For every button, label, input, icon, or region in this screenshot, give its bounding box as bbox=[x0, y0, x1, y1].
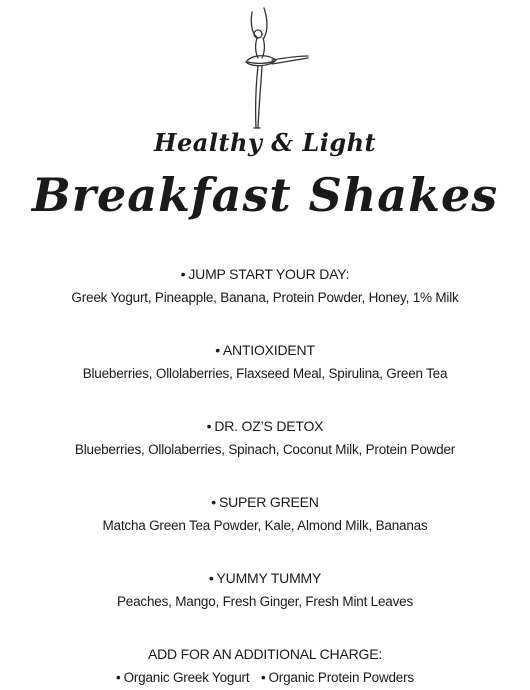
shake-name bbox=[0, 570, 530, 594]
extra-item-text: Organic Protein Powders bbox=[268, 670, 414, 685]
shake-name bbox=[0, 266, 530, 290]
shake-name-text: SUPER GREEN bbox=[218, 494, 319, 510]
shake-item bbox=[0, 494, 530, 570]
shake-name-text: YUMMY TUMMY bbox=[216, 570, 322, 586]
bullet-icon: • bbox=[180, 266, 186, 282]
extra-item-text: Organic Greek Yogurt bbox=[123, 670, 250, 685]
shake-name bbox=[0, 494, 530, 518]
extras-list bbox=[0, 670, 530, 686]
bullet-icon: • bbox=[215, 342, 220, 358]
shake-ingredients: Greek Yogurt, Pineapple, Banana, Protein Powder, Honey, 1% Milk bbox=[71, 290, 459, 305]
extras-section bbox=[0, 646, 530, 686]
shake-item bbox=[0, 570, 530, 646]
shake-ingredients: Blueberries, Ollolaberries, Spinach, Coconut Milk, Protein Powder bbox=[74, 442, 456, 457]
shake-item bbox=[0, 342, 530, 418]
shake-name-text: JUMP START YOUR DAY: bbox=[188, 266, 350, 282]
bullet-icon: • bbox=[208, 570, 214, 586]
menu-subtitle: Healthy & Light bbox=[153, 128, 377, 157]
shake-item bbox=[0, 418, 530, 494]
bullet-icon: • bbox=[260, 670, 266, 685]
bullet-icon: • bbox=[211, 494, 216, 510]
bullet-icon: • bbox=[116, 670, 121, 685]
shake-name-text: DR. OZ’S DETOX bbox=[214, 418, 324, 434]
menu-title: Breakfast Shakes bbox=[31, 168, 499, 222]
extras-heading: ADD FOR AN ADDITIONAL CHARGE: bbox=[147, 646, 383, 662]
shake-name-text: ANTIOXIDENT bbox=[222, 342, 315, 358]
ballerina-icon bbox=[222, 4, 318, 132]
shake-item bbox=[0, 266, 530, 342]
shake-name bbox=[0, 418, 530, 442]
shake-list bbox=[0, 266, 530, 646]
shake-ingredients: Blueberries, Ollolaberries, Flaxseed Meal, Spirulina, Green Tea bbox=[82, 366, 448, 381]
shake-ingredients: Peaches, Mango, Fresh Ginger, Fresh Mint Leaves bbox=[117, 594, 413, 609]
extra-item bbox=[261, 670, 414, 685]
extra-item bbox=[116, 670, 249, 685]
shake-ingredients: Matcha Green Tea Powder, Kale, Almond Milk, Bananas bbox=[102, 518, 428, 533]
bullet-icon: • bbox=[206, 418, 212, 434]
shake-name bbox=[0, 342, 530, 366]
